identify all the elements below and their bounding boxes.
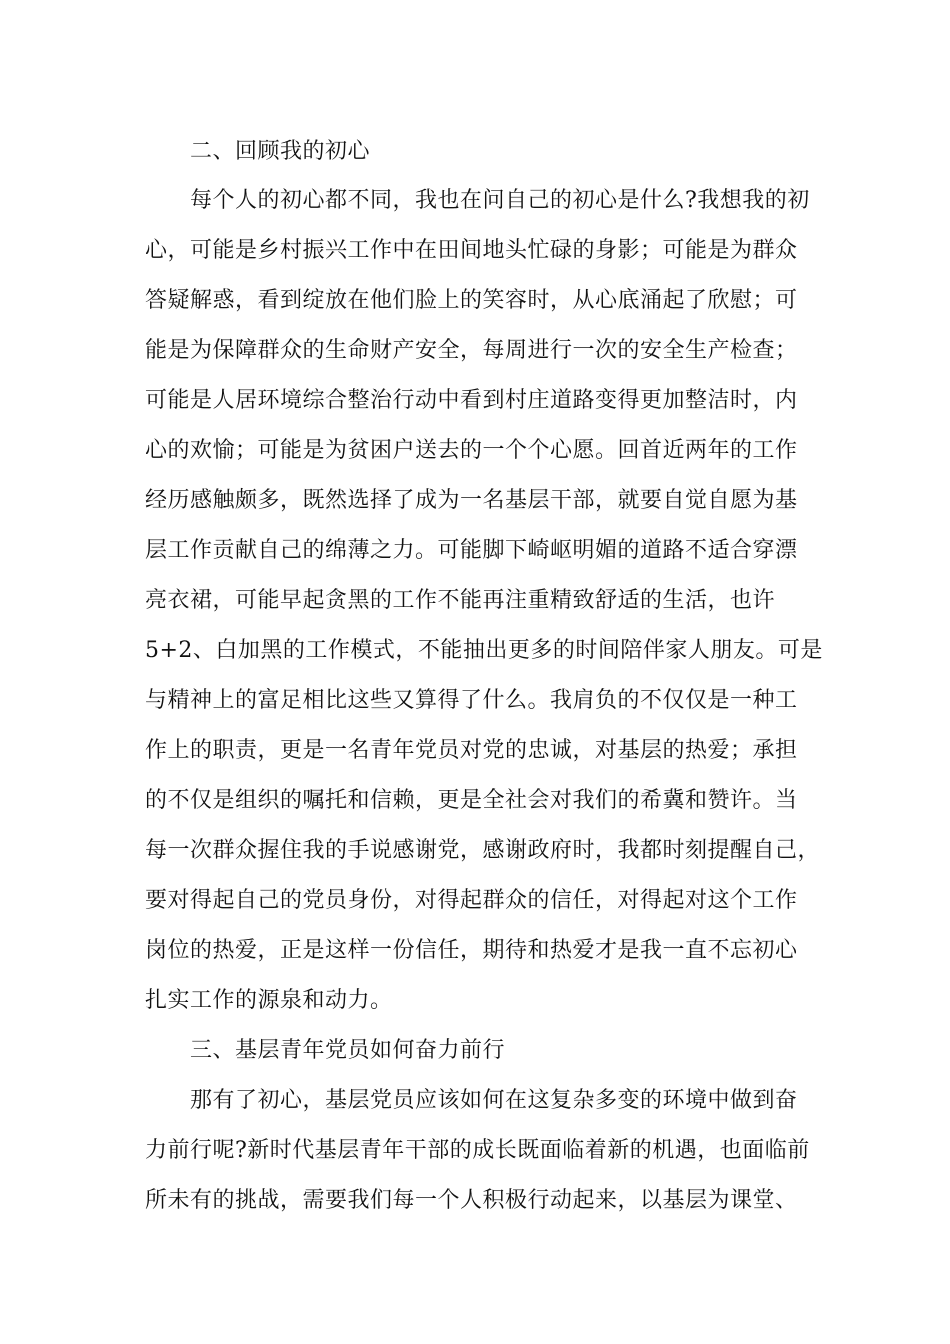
- paragraph-line: 答疑解惑，看到绽放在他们脸上的笑容时，从心底涌起了欣慰；可: [145, 288, 798, 313]
- paragraph-line: 5+2、白加黑的工作模式，不能抽出更多的时间陪伴家人朋友。可是: [145, 638, 823, 663]
- paragraph-line: 要对得起自己的党员身份，对得起群众的信任，对得起对这个工作: [145, 888, 798, 913]
- paragraph-line: 扎实工作的源泉和动力。: [145, 988, 393, 1013]
- paragraph-line: 与精神上的富足相比这些又算得了什么。我肩负的不仅仅是一种工: [145, 688, 798, 713]
- paragraph-line: 作上的职责，更是一名青年党员对党的忠诚，对基层的热爱；承担: [145, 738, 798, 763]
- paragraph-line: 所未有的挑战，需要我们每一个人积极行动起来，以基层为课堂、: [145, 1188, 798, 1213]
- paragraph-line: 心的欢愉；可能是为贫困户送去的一个个心愿。回首近两年的工作: [145, 438, 798, 463]
- paragraph-line: 层工作贡献自己的绵薄之力。可能脚下崎岖明媚的道路不适合穿漂: [145, 538, 798, 563]
- paragraph-line: 岗位的热爱，正是这样一份信任，期待和热爱才是我一直不忘初心: [145, 938, 798, 963]
- paragraph-line: 那有了初心，基层党员应该如何在这复杂多变的环境中做到奋: [190, 1088, 798, 1113]
- section-heading-2: 二、回顾我的初心: [190, 139, 371, 164]
- section-heading-3: 三、基层青年党员如何奋力前行: [190, 1038, 506, 1063]
- paragraph-line: 每个人的初心都不同，我也在问自己的初心是什么?我想我的初: [190, 188, 810, 213]
- paragraph-line: 能是为保障群众的生命财产安全，每周进行一次的安全生产检查；: [145, 338, 798, 363]
- paragraph-line: 每一次群众握住我的手说感谢党，感谢政府时，我都时刻提醒自己，: [145, 838, 821, 863]
- paragraph-line: 经历感触颇多，既然选择了成为一名基层干部，就要自觉自愿为基: [145, 488, 798, 513]
- paragraph-line: 力前行呢?新时代基层青年干部的成长既面临着新的机遇，也面临前: [145, 1138, 810, 1163]
- paragraph-line: 亮衣裙，可能早起贪黑的工作不能再注重精致舒适的生活，也许: [145, 588, 776, 613]
- paragraph-line: 心，可能是乡村振兴工作中在田间地头忙碌的身影；可能是为群众: [145, 238, 798, 263]
- paragraph-line: 可能是人居环境综合整治行动中看到村庄道路变得更加整洁时，内: [145, 388, 798, 413]
- paragraph-line: 的不仅是组织的嘱托和信赖，更是全社会对我们的希冀和赞许。当: [145, 788, 798, 813]
